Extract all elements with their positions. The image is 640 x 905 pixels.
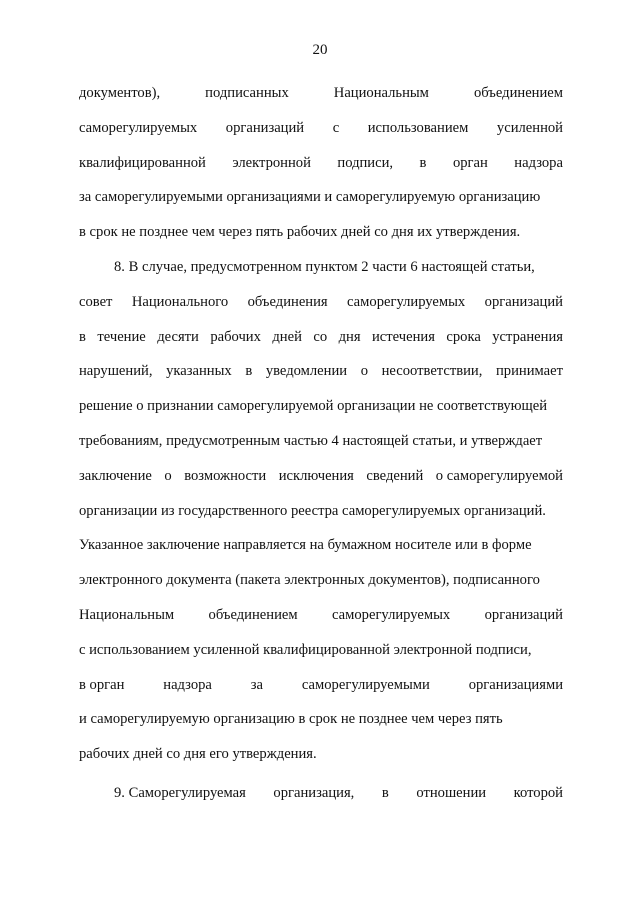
text-line [79,429,563,464]
document-body [79,81,563,816]
text-segment: срока [446,328,481,345]
text-line [79,533,563,568]
text-segment: уведомлении [265,363,348,380]
text-segment: электронной [232,154,311,171]
text-line [79,290,563,325]
text-segment: организации из государственного реестра саморегулируемых организаций. [79,502,546,519]
text-segment: требованиям, предусмотренным частью 4 настоящей статьи, и утверждает [79,432,543,449]
text-segment: Указанное заключение направляется на бумажном носителе или в форме [79,537,532,554]
text-line [79,742,563,777]
text-line [79,81,563,116]
text-line [79,707,563,742]
text-segment: за [250,676,264,693]
text-segment: документов), [79,85,161,101]
text-segment: отношении [416,784,487,801]
text-segment: течение [97,328,146,345]
text-segment: в [381,784,389,801]
text-segment: саморегулируемых [332,606,451,623]
text-segment: Национальным [333,85,429,101]
text-segment: с использованием усиленной квалифицированной электронной подписи, [79,641,532,658]
text-segment: принимает [495,363,563,380]
text-segment: за саморегулируемыми организациями и саморегулируемую организацию [79,189,541,206]
text-segment: рабочих дней со дня его утверждения. [79,746,317,763]
text-segment: квалифицированной [79,154,206,171]
text-segment: и саморегулируемую организацию в срок не позднее чем через пять [79,711,503,728]
text-segment: орган [452,154,488,171]
text-segment: со [313,328,328,345]
text-line [79,325,563,360]
text-segment: организаций [484,293,563,310]
text-segment: саморегулируемых [79,119,198,136]
text-segment: заключение [79,467,152,484]
text-segment: в срок не позднее чем через пять рабочих дней со дня их утверждения. [79,224,521,241]
text-segment: о [164,467,172,484]
text-segment: рабочих [210,328,261,345]
text-segment: несоответствии, [381,363,483,380]
text-segment: решение о признании саморегулируемой организации не соответствующей [79,398,548,415]
text-segment: сведений [366,467,424,484]
text-segment: 8. В случае, предусмотренном пунктом 2 части 6 настоящей статьи, [114,258,535,275]
text-segment: объединением [473,85,563,101]
text-segment: возможности [184,467,267,484]
text-segment: которой [513,784,563,801]
text-line [79,568,563,603]
text-line [79,394,563,429]
text-segment: в орган [79,676,125,693]
text-segment: подписи, [337,154,394,171]
page-number: 20 [312,42,328,58]
text-segment: саморегулируемых [347,293,466,310]
text-segment: организаций [225,119,305,136]
text-segment: организациями [468,676,563,693]
text-segment: десяти [157,328,199,345]
text-line [79,255,563,290]
text-segment: Национального [131,293,229,310]
text-segment: организация, [273,784,355,801]
text-segment: дней [272,328,302,345]
text-segment: истечения [371,328,435,345]
text-line [79,116,563,151]
text-segment: в [419,154,427,171]
text-line [79,359,563,394]
text-line [79,673,563,708]
text-segment: использованием [367,119,469,136]
text-segment: с [332,119,340,136]
text-line [79,781,563,816]
text-segment: о [360,363,368,380]
text-segment: организаций [484,606,563,623]
text-segment: устранения [492,328,563,345]
text-line [79,464,563,499]
text-segment: объединения [247,293,328,310]
text-segment: саморегулируемыми [301,676,430,693]
text-line [79,185,563,220]
text-segment: в [79,328,86,345]
text-line [79,638,563,673]
text-segment: в [245,363,253,380]
text-line [79,220,563,255]
text-segment: объединением [208,606,298,623]
text-segment: Национальным [79,606,175,623]
text-segment: подписанных [205,85,289,101]
text-segment: усиленной [496,119,563,136]
text-segment: электронного документа (пакета электронных документов), подписанного [79,572,540,589]
text-segment: указанных [166,363,232,380]
text-line [79,151,563,186]
text-segment: о саморегулируемой [435,467,563,484]
text-line [79,499,563,534]
text-segment: надзора [514,154,563,171]
text-segment: надзора [163,676,212,693]
text-segment: совет [79,293,113,310]
text-segment: нарушений, [79,363,153,380]
text-segment: 9. Саморегулируемая [114,784,246,801]
text-segment: исключения [278,467,354,484]
text-segment: дня [338,328,361,345]
text-line [79,603,563,638]
